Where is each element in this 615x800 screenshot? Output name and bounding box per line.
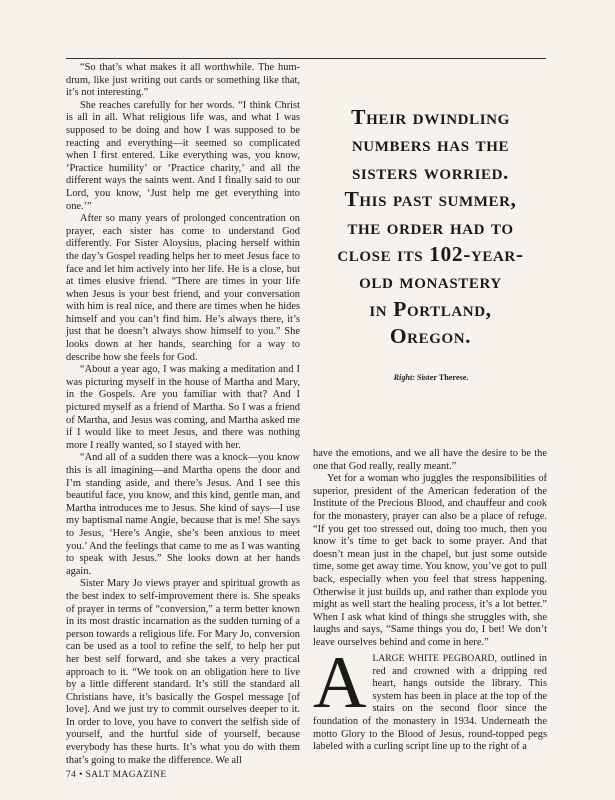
section-text: outlined in red and crowned with a dripping red heart, hangs outside the library. This system has been in place at the top of the stairs on the second floor since the foundation of the monastery in 1934. Underneath the motto Glory to the Blood of Jesus, round-topped pegs labeled with a curling script line up to the right of a — [313, 653, 547, 753]
pull-quote-line: close its 102-year- — [337, 242, 524, 267]
body-paragraph: After so many years of prolonged concentration on prayer, each sister has come to understand God differently. For Sister Aloysius, placing herself within the day’s Gospel reading helps her to meet Jesus face to face and let him actively into her life. He is a close, but at times elusive friend. “There are times in your life when Jesus is your best friend, and your conversation with him is real nice, and there are times when he hides himself and you can’t find him. He’s always there, it’s just that he doesn’t always show himself to you.” She looks down at her hands, searching for a way to describe how she feels for God. — [66, 213, 300, 363]
pull-quote-line: the order had to — [347, 214, 514, 239]
photo-caption — [306, 373, 556, 382]
body-paragraph: have the emotions, and we all have the desire to be the one that God really, really meant.” — [313, 448, 547, 472]
page-footer: 74 • SALT MAGAZINE — [66, 770, 167, 780]
body-paragraph: She reaches carefully for her words. “I think Christ is all in all. What religious life was, and what I was supposed to be doing and how I was supposed to be reacting and everything—it seemed so complicated when I first entered. Like everything was, you know, ‘Practice humility’ or ‘Practice charity,’ and all the different ways the saints went. And I finally said to our Lord, you know, ‘Just help me get everything into one.’” — [66, 99, 300, 212]
right-column — [313, 448, 547, 650]
body-paragraph: Yet for a woman who juggles the responsibilities of superior, president of the American federation of the Institute of the Precious Blood, and chauffeur and cook for the monastery, prayer can also be a place of refuge. “If you get too stressed out, doing too much, then you know it’s time to get back to some prayer. And that doesn’t mean just in the chapel, but just some outside time, some get away time. You know, you’ve got to pull back, especially when you feel that stress happening. Otherwise it just builds up, and rather than explode you might as well start the healing process, it’s a lot better.” When I ask what kind of things she struggles with, she laughs and says, “Same things you do, I bet! We don’t leave ourselves behind and come in here.” — [313, 473, 547, 648]
top-rule — [66, 58, 546, 59]
body-paragraph: “About a year ago, I was making a meditation and I was picturing myself in the house of Martha and Mary, in the Gospels. Are you familiar with that? And I pictured myself as a friend of Martha. So I was a friend of Martha, and Jesus was coming, and Martha asked me if I would like to meet Jesus, and there was nothing more I really wanted, so I stayed with her. — [66, 364, 300, 451]
pull-quote-line: in Portland, — [369, 296, 492, 321]
section-start — [313, 642, 547, 754]
caption-text: Sister Therese. — [417, 373, 469, 382]
body-paragraph: “And all of a sudden there was a knock—you know this is all imagining—and Martha opens the door and I’m standing aside, and there’s Jesus. And I see this beautiful face, you know, and this kind, gentle man, and Martha introduces me to Jesus. She kind of says—I use my baptismal name Angie, because that is me! She says to Jesus, ‘Here’s Angie, she’s been anxious to meet you.’ And the feelings that came to me as I was wanting to speak with Jesus.” She looks down at her hands again. — [66, 452, 300, 577]
body-paragraph: Sister Mary Jo views prayer and spiritual growth as the best index to self-improvement there is. She speaks of prayer in terms of “conversion,” a term better known in its most drastic incarnation as the sudden turning of a person towards a religious life. For Mary Jo, conversion can be used as a tool to refine the self, to help her put her best self forward, and she takes a very practical approach to it. “We took on an obligation here to live by a little different standard. It’s still the standard all Christians have, it’s basically the Gospel message [of love]. And we just try to commit ourselves deeper to it. In order to love, you have to convert the selfish side of yourself, and the hurtful side of yourself, because everybody has these hurts. It’s what you do with them that’s going to make the difference. We all — [66, 578, 300, 766]
pull-quote — [308, 104, 553, 351]
left-column — [66, 62, 300, 766]
body-paragraph: “So that’s what makes it all worthwhile. The hum-drum, like just writing out cards or something like that, it’s not interesting.” — [66, 62, 300, 99]
pull-quote-line: Their dwindling — [351, 105, 510, 129]
pull-quote-line: sisters worried. — [351, 159, 510, 184]
pull-quote-line: numbers has the — [351, 132, 510, 157]
section-lead: LARGE WHITE PEGBOARD, — [372, 653, 497, 664]
pull-quote-line: Oregon. — [389, 324, 472, 349]
drop-cap: A — [313, 642, 367, 724]
pull-quote-line: This past summer, — [344, 187, 517, 212]
caption-label: Right: — [393, 373, 415, 382]
pull-quote-line: old monastery — [359, 269, 502, 294]
